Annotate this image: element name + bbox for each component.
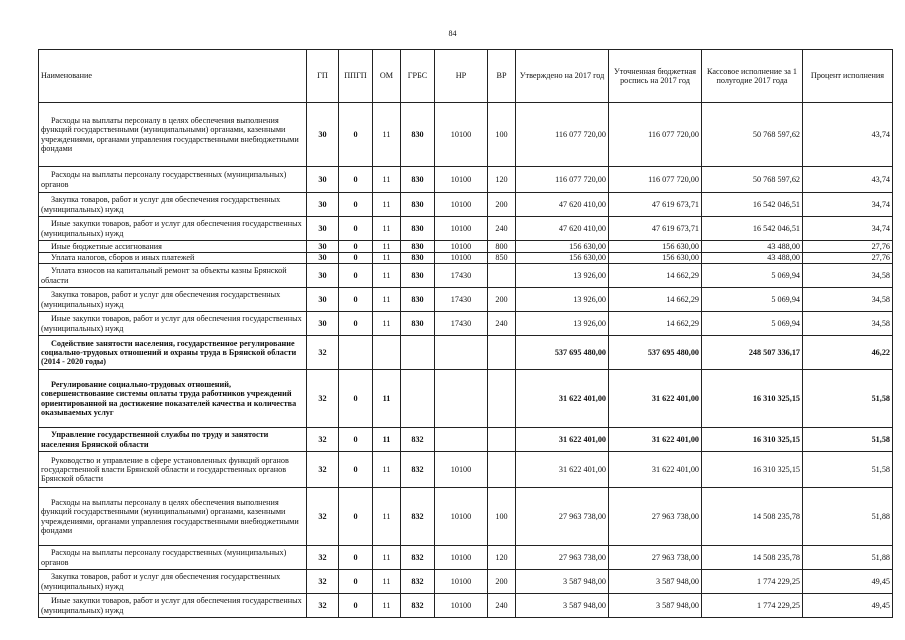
cell-name: Расходы на выплаты персоналу государственных (муниципальных) органов [39, 167, 307, 193]
cell-approved: 31 622 401,00 [516, 370, 609, 428]
cell-name: Уплата взносов на капитальный ремонт за объекты казны Брянской области [39, 264, 307, 288]
cell-vr: 120 [488, 546, 516, 570]
cell-refined: 14 662,29 [609, 288, 702, 312]
cell-np: 17430 [435, 288, 488, 312]
cell-vr [488, 452, 516, 488]
budget-table [38, 49, 893, 618]
cell-gp: 32 [307, 428, 339, 452]
cell-np: 17430 [435, 312, 488, 336]
header-gp: ГП [307, 50, 339, 103]
header-cash: Кассовое исполнение за 1 полугодие 2017 года [702, 50, 803, 103]
cell-refined: 537 695 480,00 [609, 336, 702, 370]
cell-gp: 32 [307, 594, 339, 618]
cell-approved: 13 926,00 [516, 264, 609, 288]
header-grbs: ГРБС [401, 50, 435, 103]
cell-gp: 32 [307, 488, 339, 546]
cell-om: 11 [373, 428, 401, 452]
cell-refined: 116 077 720,00 [609, 103, 702, 167]
cell-vr [488, 428, 516, 452]
cell-grbs: 830 [401, 264, 435, 288]
cell-name: Расходы на выплаты персоналу государственных (муниципальных) органов [39, 546, 307, 570]
cell-approved: 537 695 480,00 [516, 336, 609, 370]
cell-percent: 49,45 [803, 594, 893, 618]
cell-ppgp: 0 [339, 217, 373, 241]
cell-approved: 47 620 410,00 [516, 193, 609, 217]
cell-ppgp: 0 [339, 167, 373, 193]
cell-percent: 51,88 [803, 546, 893, 570]
cell-name: Расходы на выплаты персоналу в целях обеспечения выполнения функций государственными (муниципальными) органами, казенными учреждениями, органами управления государственными внебюджетными фондами [39, 488, 307, 546]
table-row [39, 428, 893, 452]
cell-grbs: 830 [401, 312, 435, 336]
cell-gp: 30 [307, 288, 339, 312]
cell-np: 10100 [435, 570, 488, 594]
table-row [39, 167, 893, 193]
cell-approved: 47 620 410,00 [516, 217, 609, 241]
cell-cash: 5 069,94 [702, 264, 803, 288]
cell-cash: 43 488,00 [702, 241, 803, 253]
header-approved: Утверждено на 2017 год [516, 50, 609, 103]
cell-vr: 120 [488, 167, 516, 193]
cell-percent: 27,76 [803, 241, 893, 253]
cell-vr: 200 [488, 288, 516, 312]
cell-ppgp: 0 [339, 253, 373, 264]
cell-np [435, 428, 488, 452]
cell-np: 10100 [435, 217, 488, 241]
cell-vr [488, 336, 516, 370]
cell-vr [488, 370, 516, 428]
cell-grbs: 830 [401, 217, 435, 241]
cell-refined: 31 622 401,00 [609, 452, 702, 488]
cell-gp: 32 [307, 336, 339, 370]
cell-cash: 1 774 229,25 [702, 594, 803, 618]
table-row [39, 594, 893, 618]
cell-vr: 850 [488, 253, 516, 264]
cell-gp: 32 [307, 546, 339, 570]
cell-cash: 16 310 325,15 [702, 452, 803, 488]
cell-refined: 27 963 738,00 [609, 546, 702, 570]
cell-approved: 116 077 720,00 [516, 103, 609, 167]
cell-om: 11 [373, 594, 401, 618]
cell-refined: 31 622 401,00 [609, 428, 702, 452]
table-row [39, 546, 893, 570]
cell-cash: 16 542 046,51 [702, 193, 803, 217]
cell-om: 11 [373, 167, 401, 193]
cell-refined: 116 077 720,00 [609, 167, 702, 193]
cell-vr: 100 [488, 488, 516, 546]
cell-refined: 27 963 738,00 [609, 488, 702, 546]
cell-gp: 30 [307, 253, 339, 264]
cell-refined: 47 619 673,71 [609, 217, 702, 241]
cell-refined: 47 619 673,71 [609, 193, 702, 217]
cell-approved: 13 926,00 [516, 312, 609, 336]
table-row [39, 570, 893, 594]
cell-name: Закупка товаров, работ и услуг для обеспечения государственных (муниципальных) нужд [39, 288, 307, 312]
cell-om: 11 [373, 264, 401, 288]
cell-name: Управление государственной службы по труду и занятости населения Брянской области [39, 428, 307, 452]
table-row [39, 103, 893, 167]
cell-ppgp: 0 [339, 193, 373, 217]
cell-approved: 3 587 948,00 [516, 594, 609, 618]
cell-vr: 200 [488, 193, 516, 217]
cell-cash: 5 069,94 [702, 288, 803, 312]
cell-np: 10100 [435, 452, 488, 488]
cell-name: Иные закупки товаров, работ и услуг для обеспечения государственных (муниципальных) нужд [39, 312, 307, 336]
cell-grbs: 832 [401, 594, 435, 618]
cell-np [435, 370, 488, 428]
cell-grbs: 830 [401, 167, 435, 193]
cell-grbs: 832 [401, 570, 435, 594]
cell-name: Содействие занятости населения, государственное регулирование социально-трудовых отношений и охраны труда в Брянской области (2014 - 2020 годы) [39, 336, 307, 370]
cell-approved: 156 630,00 [516, 241, 609, 253]
cell-np: 10100 [435, 546, 488, 570]
cell-grbs: 832 [401, 428, 435, 452]
cell-gp: 30 [307, 103, 339, 167]
cell-vr: 240 [488, 217, 516, 241]
cell-np: 10100 [435, 253, 488, 264]
cell-grbs: 830 [401, 103, 435, 167]
cell-percent: 34,58 [803, 264, 893, 288]
cell-cash: 50 768 597,62 [702, 103, 803, 167]
cell-approved: 3 587 948,00 [516, 570, 609, 594]
cell-grbs: 832 [401, 452, 435, 488]
cell-np: 17430 [435, 264, 488, 288]
table-header-row [39, 50, 893, 103]
cell-np: 10100 [435, 103, 488, 167]
cell-om: 11 [373, 312, 401, 336]
table-row [39, 253, 893, 264]
cell-vr: 100 [488, 103, 516, 167]
cell-ppgp [339, 336, 373, 370]
table-body [39, 103, 893, 618]
cell-gp: 32 [307, 452, 339, 488]
cell-percent: 34,58 [803, 312, 893, 336]
header-refined: Уточненная бюджетная роспись на 2017 год [609, 50, 702, 103]
cell-cash: 16 310 325,15 [702, 370, 803, 428]
cell-grbs [401, 370, 435, 428]
cell-gp: 30 [307, 312, 339, 336]
table-row [39, 241, 893, 253]
cell-name: Расходы на выплаты персоналу в целях обеспечения выполнения функций государственными (муниципальными) органами, казенными учреждениями, органами управления государственными внебюджетными фондами [39, 103, 307, 167]
table-row [39, 264, 893, 288]
cell-refined: 156 630,00 [609, 241, 702, 253]
cell-refined: 3 587 948,00 [609, 594, 702, 618]
cell-grbs: 830 [401, 288, 435, 312]
cell-np: 10100 [435, 193, 488, 217]
cell-grbs: 830 [401, 193, 435, 217]
cell-vr: 240 [488, 312, 516, 336]
header-om: ОМ [373, 50, 401, 103]
cell-percent: 43,74 [803, 103, 893, 167]
cell-grbs: 832 [401, 488, 435, 546]
cell-cash: 43 488,00 [702, 253, 803, 264]
cell-vr [488, 264, 516, 288]
cell-refined: 31 622 401,00 [609, 370, 702, 428]
cell-ppgp: 0 [339, 241, 373, 253]
cell-vr: 240 [488, 594, 516, 618]
cell-approved: 31 622 401,00 [516, 428, 609, 452]
cell-gp: 30 [307, 193, 339, 217]
cell-ppgp: 0 [339, 288, 373, 312]
cell-percent: 51,58 [803, 452, 893, 488]
cell-om: 11 [373, 241, 401, 253]
table-row [39, 452, 893, 488]
cell-refined: 156 630,00 [609, 253, 702, 264]
cell-refined: 3 587 948,00 [609, 570, 702, 594]
cell-ppgp: 0 [339, 370, 373, 428]
table-row [39, 336, 893, 370]
cell-ppgp: 0 [339, 546, 373, 570]
cell-om: 11 [373, 103, 401, 167]
cell-refined: 14 662,29 [609, 312, 702, 336]
cell-cash: 248 507 336,17 [702, 336, 803, 370]
cell-om: 11 [373, 370, 401, 428]
cell-grbs: 830 [401, 241, 435, 253]
cell-cash: 50 768 597,62 [702, 167, 803, 193]
cell-gp: 30 [307, 241, 339, 253]
cell-approved: 116 077 720,00 [516, 167, 609, 193]
cell-gp: 32 [307, 570, 339, 594]
cell-ppgp: 0 [339, 594, 373, 618]
cell-om: 11 [373, 452, 401, 488]
cell-approved: 156 630,00 [516, 253, 609, 264]
cell-cash: 5 069,94 [702, 312, 803, 336]
cell-gp: 30 [307, 264, 339, 288]
cell-np: 10100 [435, 167, 488, 193]
cell-ppgp: 0 [339, 428, 373, 452]
cell-om: 11 [373, 546, 401, 570]
table-row [39, 193, 893, 217]
cell-name: Закупка товаров, работ и услуг для обеспечения государственных (муниципальных) нужд [39, 570, 307, 594]
cell-ppgp: 0 [339, 312, 373, 336]
cell-om: 11 [373, 217, 401, 241]
header-name: Наименование [39, 50, 307, 103]
table-row [39, 488, 893, 546]
table-row [39, 312, 893, 336]
cell-om [373, 336, 401, 370]
cell-ppgp: 0 [339, 452, 373, 488]
cell-percent: 51,88 [803, 488, 893, 546]
cell-approved: 31 622 401,00 [516, 452, 609, 488]
cell-name: Регулирование социально-трудовых отношений, совершенствование системы оплаты труда работников учреждений ориентированной на достижение показателей качества и количества оказываемых услуг [39, 370, 307, 428]
cell-ppgp: 0 [339, 488, 373, 546]
cell-percent: 34,74 [803, 193, 893, 217]
cell-percent: 51,58 [803, 370, 893, 428]
cell-grbs: 832 [401, 546, 435, 570]
table-row [39, 288, 893, 312]
header-percent: Процент исполнения [803, 50, 893, 103]
cell-percent: 34,58 [803, 288, 893, 312]
cell-grbs: 830 [401, 253, 435, 264]
page-number: 84 [448, 29, 457, 38]
cell-percent: 34,74 [803, 217, 893, 241]
header-ppgp: ППГП [339, 50, 373, 103]
cell-name: Иные бюджетные ассигнования [39, 241, 307, 253]
table-row [39, 370, 893, 428]
cell-np [435, 336, 488, 370]
cell-gp: 32 [307, 370, 339, 428]
cell-cash: 16 310 325,15 [702, 428, 803, 452]
cell-cash: 14 508 235,78 [702, 488, 803, 546]
cell-om: 11 [373, 488, 401, 546]
cell-grbs [401, 336, 435, 370]
cell-ppgp: 0 [339, 570, 373, 594]
cell-gp: 30 [307, 167, 339, 193]
cell-om: 11 [373, 193, 401, 217]
cell-name: Иные закупки товаров, работ и услуг для обеспечения государственных (муниципальных) нужд [39, 594, 307, 618]
cell-percent: 27,76 [803, 253, 893, 264]
cell-ppgp: 0 [339, 103, 373, 167]
header-np: НР [435, 50, 488, 103]
cell-approved: 27 963 738,00 [516, 488, 609, 546]
header-vr: ВР [488, 50, 516, 103]
cell-percent: 49,45 [803, 570, 893, 594]
cell-np: 10100 [435, 241, 488, 253]
cell-approved: 27 963 738,00 [516, 546, 609, 570]
cell-percent: 43,74 [803, 167, 893, 193]
cell-np: 10100 [435, 488, 488, 546]
cell-cash: 1 774 229,25 [702, 570, 803, 594]
cell-name: Уплата налогов, сборов и иных платежей [39, 253, 307, 264]
cell-cash: 16 542 046,51 [702, 217, 803, 241]
table-row [39, 217, 893, 241]
cell-om: 11 [373, 288, 401, 312]
cell-refined: 14 662,29 [609, 264, 702, 288]
cell-cash: 14 508 235,78 [702, 546, 803, 570]
cell-name: Иные закупки товаров, работ и услуг для обеспечения государственных (муниципальных) нужд [39, 217, 307, 241]
cell-np: 10100 [435, 594, 488, 618]
cell-percent: 46,22 [803, 336, 893, 370]
cell-vr: 200 [488, 570, 516, 594]
cell-vr: 800 [488, 241, 516, 253]
cell-om: 11 [373, 570, 401, 594]
cell-name: Закупка товаров, работ и услуг для обеспечения государственных (муниципальных) нужд [39, 193, 307, 217]
cell-ppgp: 0 [339, 264, 373, 288]
cell-gp: 30 [307, 217, 339, 241]
cell-om: 11 [373, 253, 401, 264]
cell-name: Руководство и управление в сфере установленных функций органов государственной власти Брянской области и государственных органов Брянской области [39, 452, 307, 488]
cell-percent: 51,58 [803, 428, 893, 452]
cell-approved: 13 926,00 [516, 288, 609, 312]
